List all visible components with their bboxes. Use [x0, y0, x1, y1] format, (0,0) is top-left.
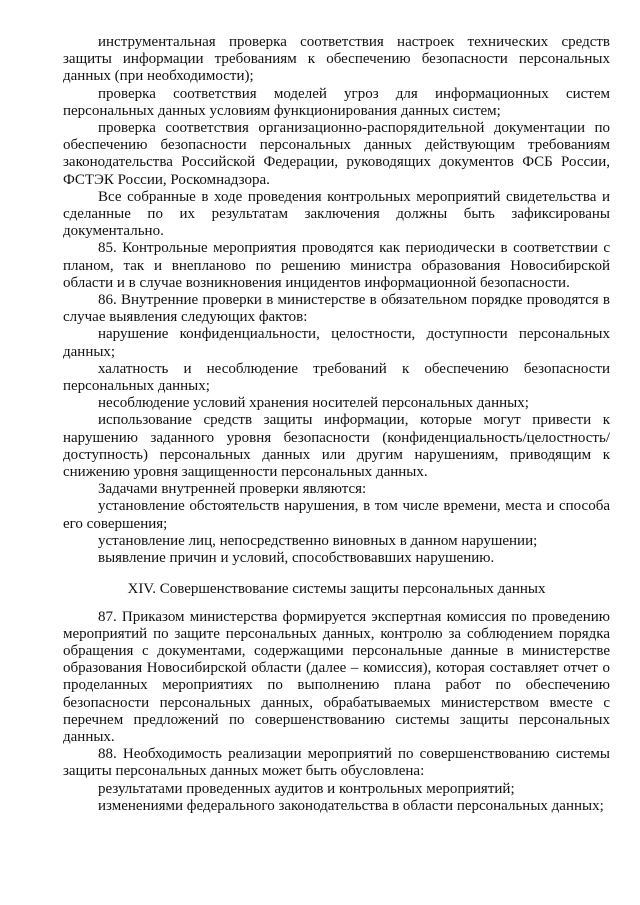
paragraph: несоблюдение условий хранения носителей персональных данных; [98, 395, 529, 412]
paragraph: 86. Внутренние проверки в министерстве в обязательном порядке проводятся в случае выявления следующих фактов: [63, 292, 610, 326]
paragraph: инструментальная проверка соответствия настроек технических средств защиты информации требованиям к обеспечению безопасности персональных данных (при необходимости); [63, 34, 610, 85]
paragraph: результатами проведенных аудитов и контрольных мероприятий; [98, 780, 515, 797]
paragraph: Все собранные в ходе проведения контрольных мероприятий свидетельства и сделанные по их результатам заключения должны быть зафиксированы документально. [63, 188, 610, 240]
paragraph: использование средств защиты информации, которые могут привести к нарушению заданного уровня безопасности (конфиденциальность/целостность/доступность) персональных данных или другим нарушениям, приводящим к снижению уровня защищенности персональных данных. [63, 412, 610, 481]
paragraph: 85. Контрольные мероприятия проводятся как периодически в соответствии с планом, так и внеплановo по решению министра образования Новосибирской области и в случае возникновения инцидентов информационной безопасности. [63, 240, 610, 291]
paragraph: выявление причин и условий, способствовавших нарушению. [98, 550, 495, 567]
paragraph: 87. Приказом министерства формируется экспертная комиссия по проведению мероприятий по защите персональных данных, контролю за соблюдением порядка обращения с документами, содержащими персональные данные в министерстве образования Новосибирской области (далее – комиссия), которая составляет отчет о проделанных мероприятиях по выполнению плана работ по обеспечению безопасности персональных данных, обрабатываемых министерством вместе с перечнем предложений по совершенствованию системы защиты персональных данных. [63, 608, 610, 745]
document-body [63, 34, 610, 815]
paragraph: нарушение конфиденциальности, целостности, доступности персональных данных; [63, 326, 610, 360]
paragraph: установление лиц, непосредственно виновных в данном нарушении; [98, 532, 538, 549]
paragraph: халатность и несоблюдение требований к обеспечению безопасности персональных данных; [63, 360, 610, 395]
paragraph: Задачами внутренней проверки являются: [98, 481, 367, 498]
section-heading: XIV. Совершенствование системы защиты персональных данных [127, 581, 546, 598]
paragraph: 88. Необходимость реализации мероприятий по совершенствованию системы защиты персональных данных может быть обусловлена: [63, 746, 610, 780]
paragraph: проверка соответствия организационно-распорядительной документации по обеспечению безопасности персональных данных действующим требованиям законодательства Российской Федерации, руководящих документов ФСБ России, ФСТЭК России, Роскомнадзора. [63, 120, 610, 188]
paragraph: установление обстоятельств нарушения, в том числе времени, места и способа его совершения; [63, 498, 610, 532]
paragraph: проверка соответствия моделей угроз для информационных систем персональных данных условиям функционирования данных систем; [63, 85, 610, 119]
paragraph: изменениями федерального законодательства в области персональных данных; [98, 797, 604, 814]
